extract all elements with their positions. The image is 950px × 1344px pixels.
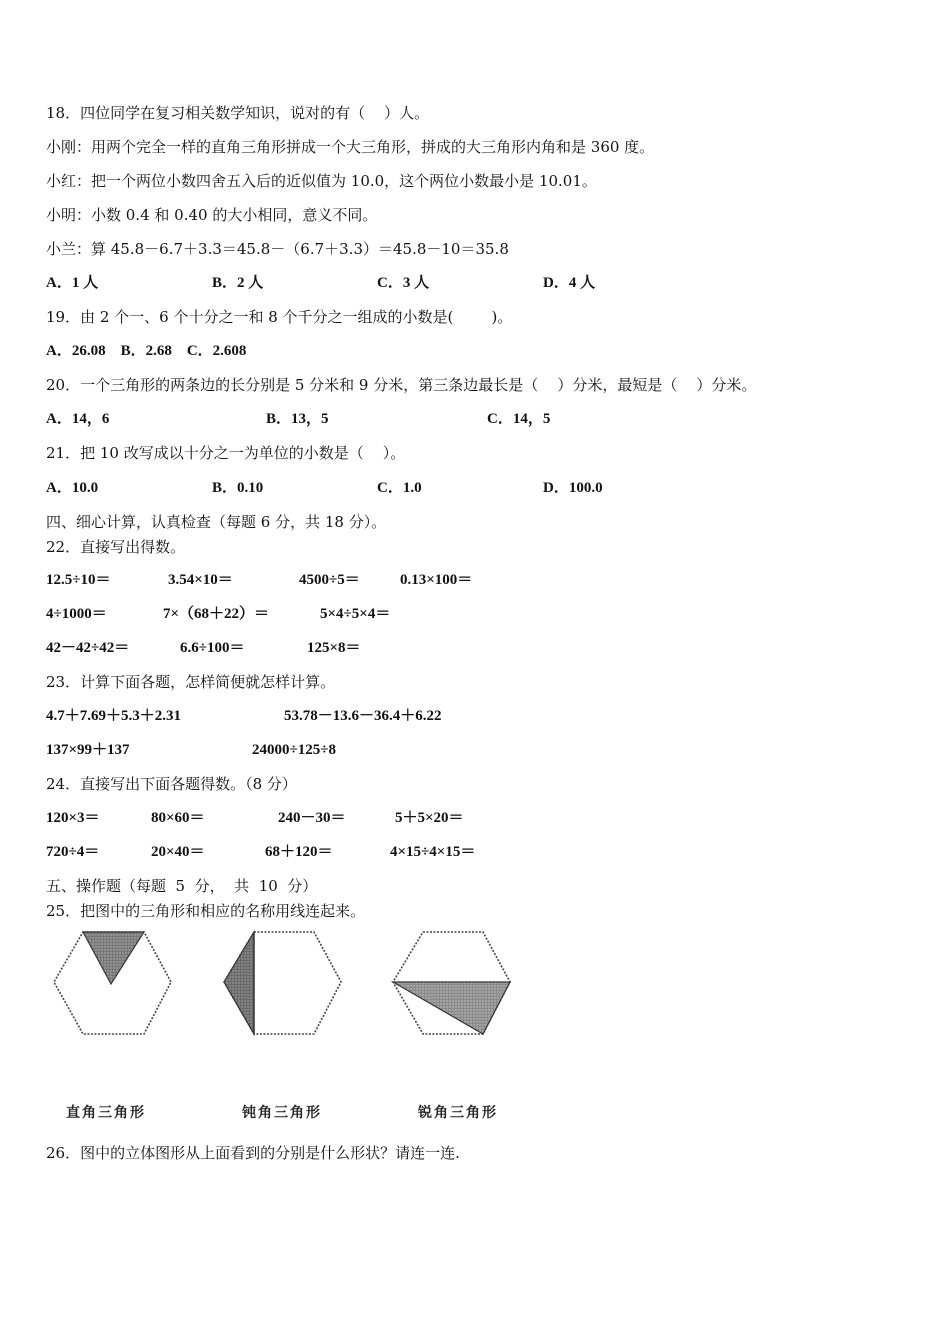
q24-item: 20×40＝ <box>151 844 205 860</box>
q23-item: 137×99＋137 <box>46 742 130 758</box>
q24-item: 80×60＝ <box>151 810 205 826</box>
q21-option-d: D．100.0 <box>543 480 603 496</box>
q21-option-b: B．0.10 <box>212 480 264 496</box>
q23-item: 4.7＋7.69＋5.3＋2.31 <box>46 708 182 724</box>
q20-option-a: A．14，6 <box>46 411 110 427</box>
q18-stem: 18．四位同学在复习相关数学知识，说对的有（ ）人。 <box>46 104 430 122</box>
q24-item: 240－30＝ <box>278 810 346 826</box>
q26-stem: 26．图中的立体图形从上面看到的分别是什么形状？请连一连. <box>46 1144 460 1162</box>
q24-item: 720÷4＝ <box>46 844 100 860</box>
q18-xiaohong: 小红：把一个两位小数四舍五入后的近似值为 10.0，这个两位小数最小是 10.01。 <box>46 172 597 190</box>
q18-xiaolan: 小兰：算 45.8－6.7＋3.3＝45.8－（6.7＋3.3）＝45.8－10＝35.8 <box>46 240 509 258</box>
q20-option-b: B．13，5 <box>266 411 329 427</box>
q19-stem: 19．由 2 个一、6 个十分之一和 8 个千分之一组成的小数是( )。 <box>46 308 513 326</box>
q20-stem: 20．一个三角形的两条边的长分别是 5 分米和 9 分米，第三条边最长是（ ）分米，最短是（ ）分米。 <box>46 376 757 394</box>
hexagon-figure-2 <box>220 928 345 1040</box>
q23-item: 24000÷125÷8 <box>252 742 336 758</box>
q22-item: 0.13×100＝ <box>400 572 473 588</box>
label-obtuse-triangle: 钝角三角形 <box>242 1105 322 1121</box>
q24-item: 5＋5×20＝ <box>395 810 464 826</box>
hexagon-figure-3 <box>389 928 514 1040</box>
q18-option-c: C．3 人 <box>377 275 430 291</box>
q18-option-a: A．1 人 <box>46 275 99 291</box>
q24-item: 4×15÷4×15＝ <box>390 844 476 860</box>
q22-item: 4÷1000＝ <box>46 606 107 622</box>
q24-item: 68＋120＝ <box>265 844 333 860</box>
q22-item: 3.54×10＝ <box>168 572 233 588</box>
q24-stem: 24．直接写出下面各题得数。（8 分） <box>46 775 297 793</box>
section5-heading: 五、操作题（每题 5 分， 共 10 分） <box>46 877 318 895</box>
hexagon-figure-1 <box>50 928 175 1040</box>
q21-option-a: A．10.0 <box>46 480 99 496</box>
q18-xiaoming: 小明：小数 0.4 和 0.40 的大小相同，意义不同。 <box>46 206 378 224</box>
q25-stem: 25．把图中的三角形和相应的名称用线连起来。 <box>46 902 366 920</box>
q22-item: 5×4÷5×4＝ <box>320 606 391 622</box>
q22-item: 4500÷5＝ <box>299 572 360 588</box>
label-right-triangle: 直角三角形 <box>66 1105 146 1121</box>
q24-item: 120×3＝ <box>46 810 100 826</box>
q22-item: 7×（68＋22）＝ <box>163 606 270 622</box>
q22-item: 6.6÷100＝ <box>180 640 245 656</box>
q21-stem: 21．把 10 改写成以十分之一为单位的小数是（ ）。 <box>46 444 406 462</box>
label-acute-triangle: 锐角三角形 <box>418 1105 498 1121</box>
q18-xiaogang: 小刚：用两个完全一样的直角三角形拼成一个大三角形，拼成的大三角形内角和是 360 度。 <box>46 138 655 156</box>
q18-option-b: B．2 人 <box>212 275 264 291</box>
q22-item: 125×8＝ <box>307 640 361 656</box>
q21-option-c: C．1.0 <box>377 480 422 496</box>
q20-option-c: C．14，5 <box>487 411 551 427</box>
q19-options: A．26.08 B．2.68 C．2.608 <box>46 343 247 359</box>
q23-stem: 23．计算下面各题，怎样简便就怎样计算。 <box>46 673 336 691</box>
q23-item: 53.78－13.6－36.4＋6.22 <box>284 708 442 724</box>
q18-option-d: D．4 人 <box>543 275 596 291</box>
q22-item: 12.5÷10＝ <box>46 572 111 588</box>
q22-item: 42－42÷42＝ <box>46 640 130 656</box>
q22-stem: 22．直接写出得数。 <box>46 538 186 556</box>
section4-heading: 四、细心计算，认真检查（每题 6 分，共 18 分）。 <box>46 513 387 531</box>
